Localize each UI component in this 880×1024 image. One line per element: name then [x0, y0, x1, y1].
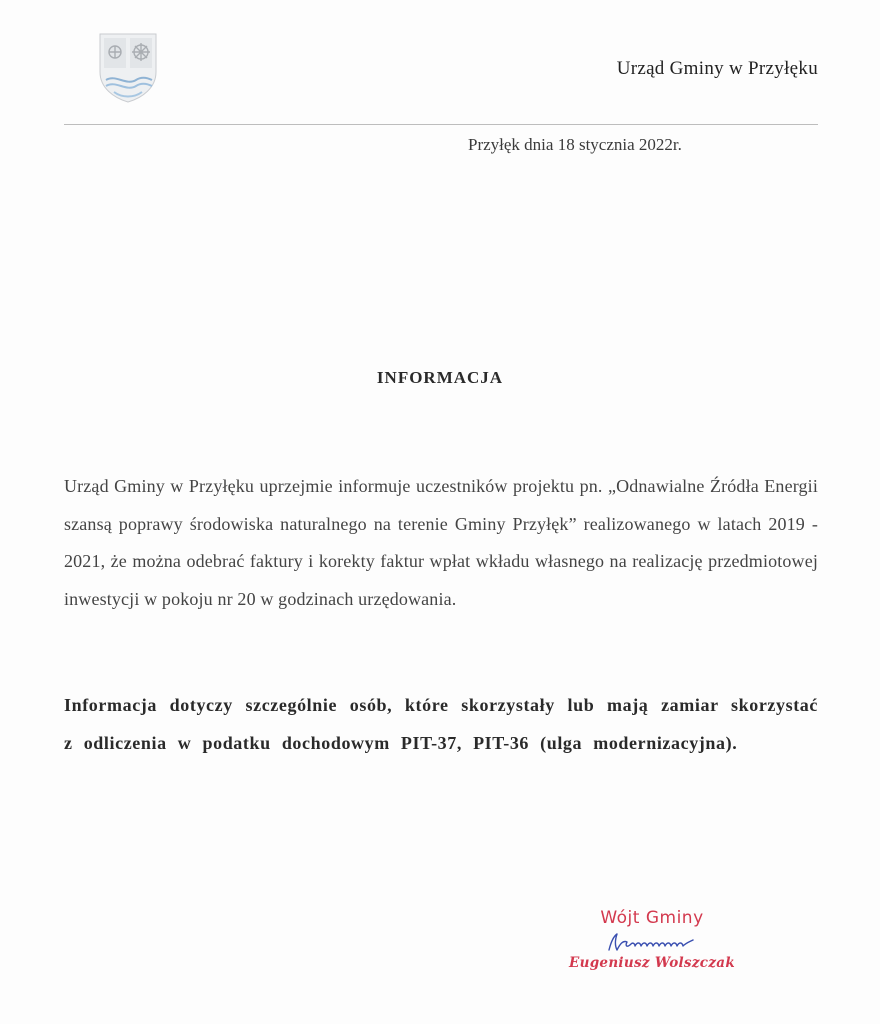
paragraph-main: Urząd Gminy w Przyłęku uprzejmie informuje uczestników projektu pn. „Odnawialne Źródła Energii szansą poprawy środowiska naturalnego na terenie Gminy Przyłęk” realizowanego w latach 2019 - 2021, że można odebrać faktury i korekty faktur wpłat wkładu własnego na realizację przedmiotowej inwestycji w pokoju nr 20 w godzinach urzędowania.	[64, 476, 818, 609]
date-line: Przyłęk dnia 18 stycznia 2022r.	[468, 135, 682, 154]
paragraph-note: Informacja dotyczy szczególnie osób, które skorzystały lub mają zamiar skorzystać z odliczenia w podatku dochodowym PIT-37, PIT-36 (ulga modernizacyjna).	[64, 695, 818, 753]
signature-stamp	[552, 906, 752, 972]
document-heading: INFORMACJA	[376, 368, 504, 387]
coat-of-arms-icon	[96, 30, 160, 104]
header-divider	[64, 124, 818, 125]
office-name: Urząd Gminy w Przyłęku	[616, 58, 818, 79]
handwritten-signature	[587, 930, 717, 954]
stamp-title: Wójt Gminy	[600, 908, 704, 928]
stamp-name: Eugeniusz Wolszczak	[568, 955, 735, 971]
